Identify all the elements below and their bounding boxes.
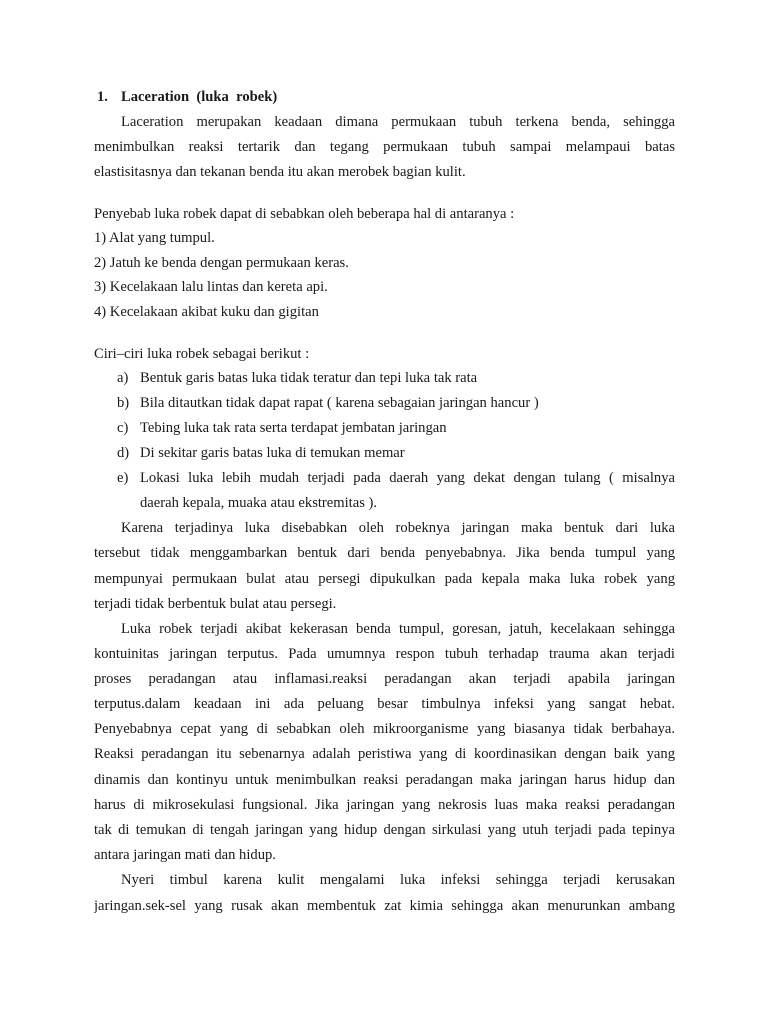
list-item-text: Tebing luka tak rata serta terdapat jembatan jaringan bbox=[140, 420, 447, 436]
list-item-text: Bentuk garis batas luka tidak teratur dan tepi luka tak rata bbox=[140, 370, 478, 386]
list-marker: b) bbox=[117, 395, 130, 411]
list-item-text: daerah kepala, muaka atau ekstremitas ). bbox=[140, 495, 378, 511]
list-item-text: Lokasi luka lebih mudah terjadi pada daerah yang dekat dengan tulang ( misalnya bbox=[140, 470, 675, 486]
signs-intro: Ciri–ciri luka robek sebagai berikut : bbox=[94, 346, 310, 362]
paragraph-line: Luka robek terjadi akibat kekerasan benda tumpul, goresan, jatuh, kecelakaan sehingga bbox=[121, 621, 675, 637]
paragraph-line: dinamis dan kontinyu untuk menimbulkan reaksi peradangan maka jaringan harus hidup dan bbox=[94, 772, 675, 788]
causes-intro: Penyebab luka robek dapat di sebabkan oleh beberapa hal di antaranya : bbox=[94, 206, 515, 222]
paragraph-line: terputus.dalam keadaan ini ada peluang besar timbulnya infeksi yang sangat hebat. bbox=[94, 696, 675, 712]
paragraph-line: Nyeri timbul karena kulit mengalami luka infeksi sehingga terjadi kerusakan bbox=[121, 872, 675, 888]
paragraph-line: Reaksi peradangan itu sebenarnya adalah peristiwa yang di koordinasikan dengan baik yang bbox=[94, 746, 675, 762]
intro-line: Laceration merupakan keadaan dimana permukaan tubuh terkena benda, sehingga bbox=[121, 114, 675, 130]
list-item-text: Bila ditautkan tidak dapat rapat ( karena sebagaian jaringan hancur ) bbox=[140, 395, 539, 411]
list-marker: a) bbox=[117, 370, 129, 386]
list-item-text: Di sekitar garis batas luka di temukan memar bbox=[140, 445, 405, 461]
intro-line: menimbulkan reaksi tertarik dan tegang permukaan tubuh sampai melampaui batas bbox=[94, 139, 675, 155]
paragraph-line: jaringan.sek-sel yang rusak akan membentuk zat kimia sehingga akan menurunkan ambang bbox=[94, 898, 675, 914]
paragraph-line: harus di mikrosekulasi fungsional. Jika jaringan yang nekrosis luas maka reaksi peradangan bbox=[94, 797, 675, 813]
list-item-cause: 1) Alat yang tumpul. bbox=[94, 230, 215, 246]
list-item-cause: 4) Kecelakaan akibat kuku dan gigitan bbox=[94, 304, 319, 320]
paragraph-line: Karena terjadinya luka disebabkan oleh robeknya jaringan maka bentuk dari luka bbox=[121, 520, 675, 536]
paragraph-line: Penyebabnya cepat yang di sebabkan oleh mikroorganisme yang biasanya tidak berbahaya. bbox=[94, 721, 675, 737]
paragraph-line: kontuinitas jaringan terputus. Pada umumnya respon tubuh terhadap trauma akan terjadi bbox=[94, 646, 675, 662]
paragraph-line: terjadi tidak berbentuk bulat atau persegi. bbox=[94, 596, 337, 612]
paragraph-line: tak di temukan di tengah jaringan yang hidup dengan sirkulasi yang utuh terjadi pada tepinya bbox=[94, 822, 675, 838]
intro-line: elastisitasnya dan tekanan benda itu akan merobek bagian kulit. bbox=[94, 164, 466, 180]
section-heading bbox=[97, 88, 277, 106]
paragraph-line: mempunyai permukaan bulat atau persegi dipukulkan pada kepala maka luka robek yang bbox=[94, 571, 675, 587]
section-number: 1. bbox=[97, 89, 108, 105]
list-item-cause: 2) Jatuh ke benda dengan permukaan keras. bbox=[94, 255, 349, 271]
section-title: Laceration (luka robek) bbox=[121, 89, 278, 105]
paragraph-line: proses peradangan atau inflamasi.reaksi peradangan akan terjadi apabila jaringan bbox=[94, 671, 675, 687]
list-marker: e) bbox=[117, 470, 129, 486]
paragraph-line: tersebut tidak menggambarkan bentuk dari benda penyebabnya. Jika benda tumpul yang bbox=[94, 545, 675, 561]
list-item-cause: 3) Kecelakaan lalu lintas dan kereta api. bbox=[94, 279, 328, 295]
list-marker: d) bbox=[117, 445, 130, 461]
paragraph-line: antara jaringan mati dan hidup. bbox=[94, 847, 276, 863]
list-marker: c) bbox=[117, 420, 129, 436]
